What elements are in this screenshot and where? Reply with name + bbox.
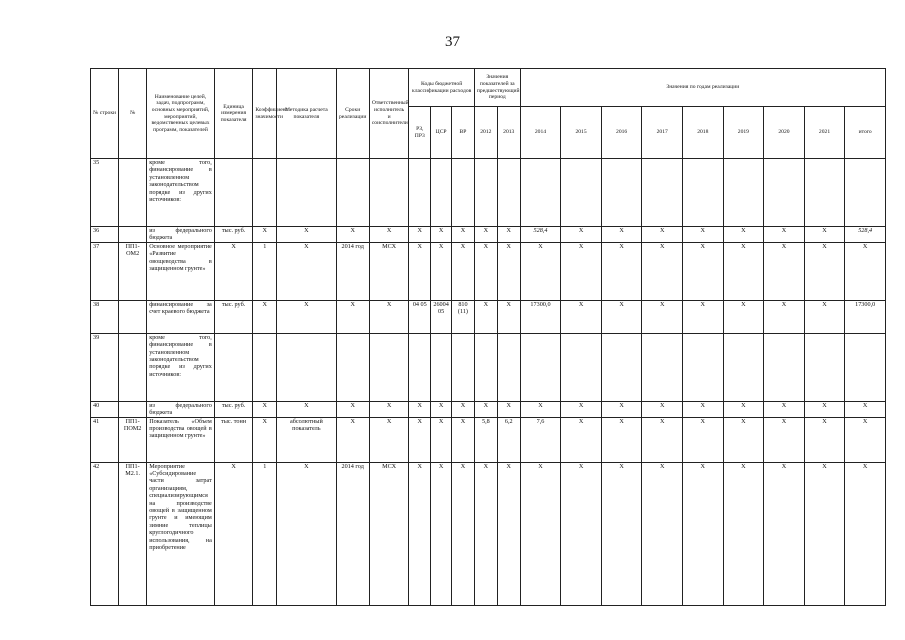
value-2014 bbox=[520, 333, 561, 401]
value-2013: Х bbox=[497, 401, 520, 417]
item-code bbox=[119, 227, 147, 243]
responsible: Х bbox=[369, 227, 409, 243]
terms bbox=[336, 333, 369, 401]
value-2017 bbox=[642, 159, 683, 227]
header-previous-values: Значения показателей за предшествующий период bbox=[474, 69, 520, 107]
value-2020: Х bbox=[764, 300, 805, 333]
item-code: ПП1-ОМ2 bbox=[119, 242, 147, 300]
value-2016: Х bbox=[601, 242, 642, 300]
value-2018 bbox=[683, 159, 724, 227]
value-2015: Х bbox=[561, 242, 602, 300]
header-csr: ЦСР bbox=[431, 107, 452, 159]
header-coefficient: Коэффициент значимости bbox=[253, 69, 277, 159]
value-2015: Х bbox=[561, 401, 602, 417]
value-2020 bbox=[764, 159, 805, 227]
item-name: кроме того, финансирование в установленном законодательством порядке из других источников: bbox=[147, 333, 215, 401]
unit: Х bbox=[214, 242, 253, 300]
value-2019: Х bbox=[723, 401, 764, 417]
unit: тыс. руб. bbox=[214, 401, 253, 417]
rz-code bbox=[409, 333, 431, 401]
method: Х bbox=[277, 242, 336, 300]
header-rz: РЗ, ПР3 bbox=[409, 107, 431, 159]
rz-code: Х bbox=[409, 227, 431, 243]
value-2014: Х bbox=[520, 401, 561, 417]
header-row-number: № строки bbox=[91, 69, 119, 159]
rz-code: Х bbox=[409, 417, 431, 462]
value-total: Х bbox=[845, 417, 886, 462]
csr-code: Х bbox=[431, 227, 452, 243]
table-row bbox=[91, 300, 886, 333]
item-name: из федерального бюджета bbox=[147, 227, 215, 243]
value-2020: Х bbox=[764, 417, 805, 462]
terms: Х bbox=[336, 300, 369, 333]
csr-code: Х bbox=[431, 401, 452, 417]
header-responsible: Ответственный исполнитель и соисполнители bbox=[369, 69, 409, 159]
value-2017: Х bbox=[642, 417, 683, 462]
value-2012: Х bbox=[474, 401, 497, 417]
header-total: итого bbox=[845, 107, 886, 159]
value-2016: Х bbox=[601, 462, 642, 605]
item-name: Показатель «Объем производства овощей в защищенном грунте» bbox=[147, 417, 215, 462]
value-2017: Х bbox=[642, 300, 683, 333]
value-2018: Х bbox=[683, 401, 724, 417]
value-2015: Х bbox=[561, 417, 602, 462]
value-2014: 7,6 bbox=[520, 417, 561, 462]
value-2015: Х bbox=[561, 462, 602, 605]
value-2021: Х bbox=[804, 462, 845, 605]
value-2018: Х bbox=[683, 300, 724, 333]
unit: тыс. тонн bbox=[214, 417, 253, 462]
header-vr: ВР bbox=[452, 107, 475, 159]
row-number: 40 bbox=[91, 401, 119, 417]
header-year-2021: 2021 bbox=[804, 107, 845, 159]
item-name: Мероприятие «Субсидирование части затрат организациям, специализирующимся на производстве овощей в защищенном грунте и имеющим зимние теплицы круглогодичного использования, на приобретение bbox=[147, 462, 215, 605]
value-2015 bbox=[561, 333, 602, 401]
value-total bbox=[845, 159, 886, 227]
value-2014: 17300,0 bbox=[520, 300, 561, 333]
header-unit: Единица измерения показателя bbox=[214, 69, 253, 159]
item-name: из федерального бюджета bbox=[147, 401, 215, 417]
value-2020: Х bbox=[764, 227, 805, 243]
responsible bbox=[369, 333, 409, 401]
row-number: 35 bbox=[91, 159, 119, 227]
method: Х bbox=[277, 401, 336, 417]
value-2019: Х bbox=[723, 417, 764, 462]
responsible: Х bbox=[369, 300, 409, 333]
value-2013: Х bbox=[497, 242, 520, 300]
method bbox=[277, 159, 336, 227]
table-row bbox=[91, 159, 886, 227]
csr-code: Х bbox=[431, 462, 452, 605]
terms: Х bbox=[336, 401, 369, 417]
rz-code: Х bbox=[409, 242, 431, 300]
row-number: 42 bbox=[91, 462, 119, 605]
rz-code bbox=[409, 159, 431, 227]
csr-code: Х bbox=[431, 242, 452, 300]
vr-code bbox=[452, 159, 475, 227]
coefficient: Х bbox=[253, 401, 277, 417]
table-row bbox=[91, 462, 886, 605]
value-2013: Х bbox=[497, 227, 520, 243]
value-2019 bbox=[723, 333, 764, 401]
header-method: Методика расчета показателя bbox=[277, 69, 336, 159]
value-2015: Х bbox=[561, 300, 602, 333]
value-total bbox=[845, 333, 886, 401]
unit bbox=[214, 159, 253, 227]
value-2020 bbox=[764, 333, 805, 401]
value-2013: Х bbox=[497, 300, 520, 333]
value-2021: Х bbox=[804, 300, 845, 333]
header-year-2018: 2018 bbox=[683, 107, 724, 159]
page-number: 37 bbox=[445, 34, 460, 50]
header-name: Наименование целей, задач, подпрограмм, основных мероприятий, мероприятий, ведомственных целевых программ, показателей bbox=[147, 69, 215, 159]
item-code bbox=[119, 159, 147, 227]
item-code bbox=[119, 333, 147, 401]
header-year-2020: 2020 bbox=[764, 107, 805, 159]
table-row bbox=[91, 333, 886, 401]
value-2017: Х bbox=[642, 227, 683, 243]
value-2018: Х bbox=[683, 242, 724, 300]
item-code: ПП1-М2.1. bbox=[119, 462, 147, 605]
value-2013 bbox=[497, 159, 520, 227]
coefficient bbox=[253, 159, 277, 227]
value-2015 bbox=[561, 159, 602, 227]
value-2012 bbox=[474, 333, 497, 401]
header-row bbox=[91, 69, 886, 107]
terms: 2014 год bbox=[336, 462, 369, 605]
table-row bbox=[91, 417, 886, 462]
header-year-2019: 2019 bbox=[723, 107, 764, 159]
value-2015: Х bbox=[561, 227, 602, 243]
header-year-2012: 2012 bbox=[474, 107, 497, 159]
value-total: 528,4 bbox=[845, 227, 886, 243]
coefficient bbox=[253, 333, 277, 401]
value-2012: Х bbox=[474, 462, 497, 605]
terms: Х bbox=[336, 417, 369, 462]
value-2018 bbox=[683, 333, 724, 401]
value-2018: Х bbox=[683, 462, 724, 605]
value-2014: 528,4 bbox=[520, 227, 561, 243]
responsible: Х bbox=[369, 417, 409, 462]
value-2017: Х bbox=[642, 462, 683, 605]
value-2016: Х bbox=[601, 417, 642, 462]
value-2014 bbox=[520, 159, 561, 227]
method: Х bbox=[277, 300, 336, 333]
row-number: 39 bbox=[91, 333, 119, 401]
vr-code: 810 (11) bbox=[452, 300, 475, 333]
value-2013: Х bbox=[497, 462, 520, 605]
csr-code bbox=[431, 159, 452, 227]
value-2014: Х bbox=[520, 242, 561, 300]
coefficient: 1 bbox=[253, 462, 277, 605]
value-2019: Х bbox=[723, 227, 764, 243]
value-2016: Х bbox=[601, 227, 642, 243]
csr-code: Х bbox=[431, 417, 452, 462]
value-2019: Х bbox=[723, 242, 764, 300]
value-2012: Х bbox=[474, 242, 497, 300]
row-number: 41 bbox=[91, 417, 119, 462]
item-name: Основное мероприятие «Развитие овощеводства в защищенном грунте» bbox=[147, 242, 215, 300]
value-2014: Х bbox=[520, 462, 561, 605]
table-row bbox=[91, 242, 886, 300]
item-code bbox=[119, 300, 147, 333]
unit: тыс. руб. bbox=[214, 227, 253, 243]
value-2019 bbox=[723, 159, 764, 227]
value-2012: Х bbox=[474, 227, 497, 243]
value-2021 bbox=[804, 333, 845, 401]
header-year-2013: 2013 bbox=[497, 107, 520, 159]
value-2012 bbox=[474, 159, 497, 227]
value-2021: Х bbox=[804, 401, 845, 417]
row-number: 38 bbox=[91, 300, 119, 333]
unit bbox=[214, 333, 253, 401]
value-2018: Х bbox=[683, 227, 724, 243]
value-2021: Х bbox=[804, 227, 845, 243]
method: абсолютный показатель bbox=[277, 417, 336, 462]
responsible: МСХ bbox=[369, 242, 409, 300]
row-number: 36 bbox=[91, 227, 119, 243]
terms bbox=[336, 159, 369, 227]
header-year-2016: 2016 bbox=[601, 107, 642, 159]
method bbox=[277, 333, 336, 401]
value-total: 17300,0 bbox=[845, 300, 886, 333]
vr-code: Х bbox=[452, 417, 475, 462]
method: Х bbox=[277, 227, 336, 243]
rz-code: Х bbox=[409, 401, 431, 417]
value-2017: Х bbox=[642, 401, 683, 417]
header-year-2015: 2015 bbox=[561, 107, 602, 159]
value-2013: 6,2 bbox=[497, 417, 520, 462]
value-2021: Х bbox=[804, 242, 845, 300]
value-2017 bbox=[642, 333, 683, 401]
value-2012: 5,8 bbox=[474, 417, 497, 462]
table-row bbox=[91, 401, 886, 417]
item-code bbox=[119, 401, 147, 417]
value-2021 bbox=[804, 159, 845, 227]
table-row bbox=[91, 227, 886, 243]
value-2021: Х bbox=[804, 417, 845, 462]
responsible: Х bbox=[369, 401, 409, 417]
vr-code bbox=[452, 333, 475, 401]
header-code: № bbox=[119, 69, 147, 159]
coefficient: Х bbox=[253, 417, 277, 462]
value-total: Х bbox=[845, 462, 886, 605]
terms: Х bbox=[336, 227, 369, 243]
program-table bbox=[90, 68, 886, 606]
item-name: финансирование за счет краевого бюджета bbox=[147, 300, 215, 333]
row-number: 37 bbox=[91, 242, 119, 300]
item-name: кроме того, финансирование в установленном законодательством порядке из других источников: bbox=[147, 159, 215, 227]
rz-code: Х bbox=[409, 462, 431, 605]
coefficient: 1 bbox=[253, 242, 277, 300]
responsible bbox=[369, 159, 409, 227]
header-year-values: Значения по годам реализации bbox=[520, 69, 885, 107]
method: Х bbox=[277, 462, 336, 605]
value-2012: Х bbox=[474, 300, 497, 333]
vr-code: Х bbox=[452, 462, 475, 605]
value-2020: Х bbox=[764, 242, 805, 300]
value-2013 bbox=[497, 333, 520, 401]
value-2016: Х bbox=[601, 401, 642, 417]
value-total: Х bbox=[845, 242, 886, 300]
coefficient: Х bbox=[253, 227, 277, 243]
header-budget-codes: Коды бюджетной классификации расходов bbox=[409, 69, 475, 107]
header-year-2017: 2017 bbox=[642, 107, 683, 159]
coefficient: Х bbox=[253, 300, 277, 333]
vr-code: Х bbox=[452, 401, 475, 417]
rz-code: 04 05 bbox=[409, 300, 431, 333]
value-2019: Х bbox=[723, 462, 764, 605]
value-2020: Х bbox=[764, 462, 805, 605]
value-2018: Х bbox=[683, 417, 724, 462]
header-terms: Сроки реализации bbox=[336, 69, 369, 159]
value-total: Х bbox=[845, 401, 886, 417]
vr-code: Х bbox=[452, 227, 475, 243]
value-2016 bbox=[601, 333, 642, 401]
header-year-2014: 2014 bbox=[520, 107, 561, 159]
responsible: МСХ bbox=[369, 462, 409, 605]
value-2016: Х bbox=[601, 300, 642, 333]
terms: 2014 год bbox=[336, 242, 369, 300]
value-2020: Х bbox=[764, 401, 805, 417]
unit: тыс. руб. bbox=[214, 300, 253, 333]
csr-code: 26004 05 bbox=[431, 300, 452, 333]
value-2016 bbox=[601, 159, 642, 227]
item-code: ПП1-ПОМ2 bbox=[119, 417, 147, 462]
value-2019: Х bbox=[723, 300, 764, 333]
value-2017: Х bbox=[642, 242, 683, 300]
vr-code: Х bbox=[452, 242, 475, 300]
unit: Х bbox=[214, 462, 253, 605]
csr-code bbox=[431, 333, 452, 401]
